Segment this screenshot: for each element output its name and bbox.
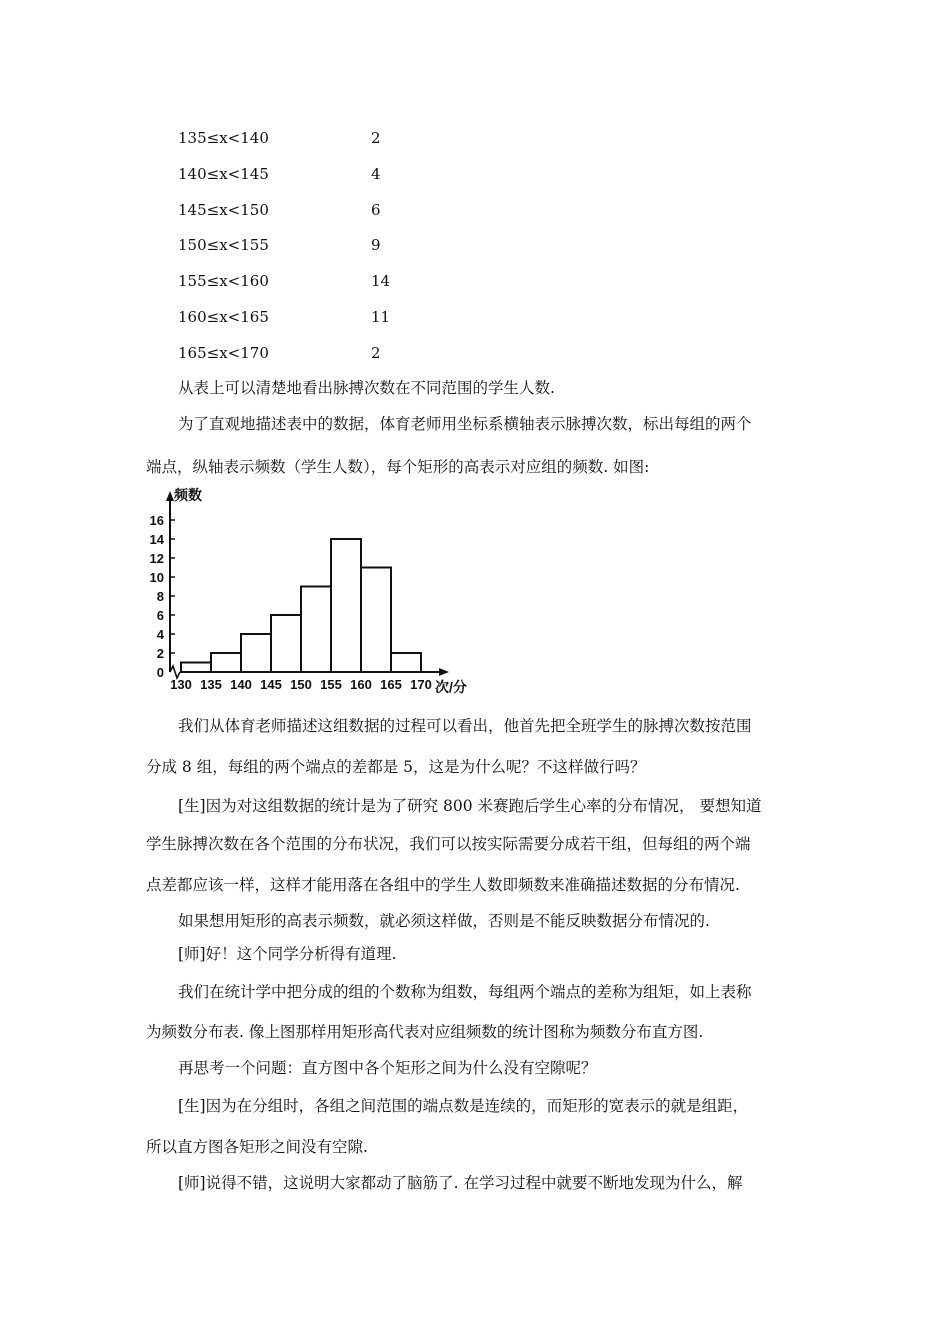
x-tick-label: 140 [230, 677, 252, 692]
x-axis-label: 次/分 [435, 679, 467, 695]
range-cell: 160≤x<165 [178, 308, 269, 326]
x-tick-label: 145 [260, 677, 282, 692]
paragraph-text: 再思考一个问题：直方图中各个矩形之间为什么没有空隙呢？ [178, 1059, 597, 1077]
y-tick-label: 4 [156, 627, 164, 642]
histogram-bar [331, 539, 361, 672]
range-cell: 145≤x<150 [178, 201, 269, 219]
frequency-cell: 9 [371, 236, 381, 254]
histogram-bar [271, 615, 301, 672]
histogram-bar [211, 653, 241, 672]
x-tick-label: 150 [290, 677, 312, 692]
frequency-cell: 2 [371, 129, 381, 147]
y-tick-label: 6 [156, 608, 164, 623]
histogram-chart [140, 485, 500, 695]
x-axis-arrow [439, 668, 449, 676]
x-tick-label: 170 [410, 677, 432, 692]
frequency-cell: 2 [371, 344, 381, 362]
x-tick-label: 165 [380, 677, 402, 692]
paragraph-text: 如果想用矩形的高表示频数，就必须这样做，否则是不能反映数据分布情况的. [178, 912, 710, 930]
range-cell: 165≤x<170 [178, 344, 269, 362]
histogram-bar [241, 634, 271, 672]
frequency-cell: 14 [371, 272, 391, 290]
range-cell: 155≤x<160 [178, 272, 269, 290]
y-tick-label: 8 [156, 589, 164, 604]
paragraph-text: [生]因为对这组数据的统计是为了研究 800 米赛跑后学生心率的分布情况， 要想知道 [178, 797, 762, 815]
range-cell: 140≤x<145 [178, 165, 269, 183]
y-axis-label: 频数 [174, 487, 202, 503]
histogram-bar [361, 568, 391, 673]
paragraph-text: 分成 8 组，每组的两个端点的差都是 5，这是为什么呢？不这样做行吗？ [146, 758, 646, 776]
y-axis-arrow [166, 491, 174, 501]
paragraph-text: [生]因为在分组时，各组之间范围的端点数是连续的，而矩形的宽表示的就是组距， [178, 1097, 749, 1115]
x-tick-label: 155 [320, 677, 342, 692]
y-tick-label: 12 [149, 551, 164, 566]
paragraph-text: 我们在统计学中把分成的组的个数称为组数，每组两个端点的差称为组矩，如上表称 [178, 983, 752, 1001]
y-tick-label: 16 [149, 513, 164, 528]
paragraph-text: 为了直观地描述表中的数据，体育老师用坐标系横轴表示脉搏次数，标出每组的两个 [178, 415, 752, 433]
frequency-cell: 4 [371, 165, 381, 183]
paragraph-text: 我们从体育老师描述这组数据的过程可以看出，他首先把全班学生的脉搏次数按范围 [178, 717, 752, 735]
frequency-cell: 6 [371, 201, 381, 219]
paragraph-text: 所以直方图各矩形之间没有空隙. [146, 1138, 368, 1156]
x-tick-label: 130 [170, 677, 192, 692]
paragraph-text: 从表上可以清楚地看出脉搏次数在不同范围的学生人数. [178, 379, 555, 397]
histogram-bar [301, 587, 331, 673]
y-tick-label: 10 [149, 570, 164, 585]
paragraph-text: 为频数分布表. 像上图那样用矩形高代表对应组频数的统计图称为频数分布直方图. [146, 1023, 704, 1041]
y-tick-label: 14 [149, 532, 164, 547]
histogram-bar [391, 653, 421, 672]
paragraph-text: [师]好！这个同学分析得有道理. [178, 945, 397, 963]
frequency-cell: 11 [371, 308, 391, 326]
range-cell: 135≤x<140 [178, 129, 269, 147]
range-cell: 150≤x<155 [178, 236, 269, 254]
paragraph-text: 学生脉搏次数在各个范围的分布状况，我们可以按实际需要分成若干组，但每组的两个端 [146, 835, 751, 853]
x-tick-label: 135 [200, 677, 222, 692]
x-tick-label: 160 [350, 677, 372, 692]
histogram-bar [181, 663, 211, 673]
paragraph-text: 端点，纵轴表示频数（学生人数），每个矩形的高表示对应组的频数. 如图: [146, 458, 650, 476]
y-tick-label: 0 [156, 665, 164, 680]
y-tick-label: 2 [156, 646, 164, 661]
paragraph-text: [师]说得不错，这说明大家都动了脑筋了. 在学习过程中就要不断地发现为什么，解 [178, 1174, 743, 1192]
paragraph-text: 点差都应该一样，这样才能用落在各组中的学生人数即频数来准确描述数据的分布情况. [146, 876, 740, 894]
